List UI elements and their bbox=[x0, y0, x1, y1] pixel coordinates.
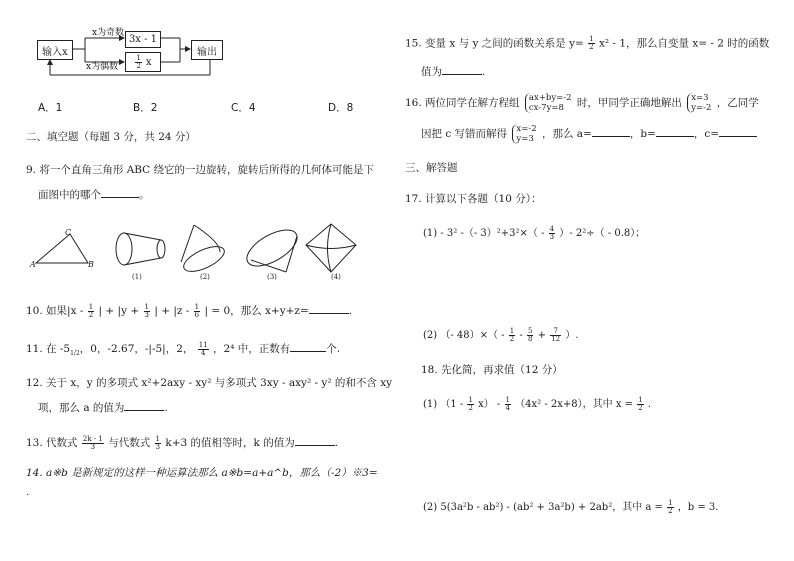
q9-answer-blank bbox=[101, 186, 139, 198]
q13: 13. 代数式 $\frac{2k - 1}{3}$ 与代数式 $\frac{1}{3}$ k+3 的值相等时，k 的值为 . bbox=[26, 434, 339, 451]
q17-item1-fraction: $\frac{4}{3}$ bbox=[549, 225, 555, 241]
q18-item1-fraction-2: $\frac{1}{4}$ bbox=[505, 396, 510, 412]
q9-fig-label-2: (2) bbox=[200, 273, 210, 281]
q13-fraction-1: $\frac{2k - 1}{3}$ bbox=[82, 434, 103, 451]
q9-label-c: C bbox=[65, 228, 72, 237]
q9-line2: 面图中的哪个 。 bbox=[38, 186, 150, 202]
q17-item1: (1) - 3² -（- 3）²+3²×（ - $\frac{4}{3}$ ）- 2²÷（ - 0.8）； bbox=[423, 225, 646, 241]
q18-title: 18. 先化简，再求值（12 分） bbox=[421, 364, 563, 376]
q17-title: 17. 计算以下各题（10 分）： bbox=[405, 193, 542, 205]
tilted-cone-icon bbox=[241, 223, 302, 274]
q12-line1: 12. 关于 x，y 的多项式 x²+2axy - xy² 与多项式 3xy - axy² - y² 的和不含 xy bbox=[26, 377, 393, 389]
section3-heading: 三、解答题 bbox=[405, 162, 458, 174]
q17-item2: (2) （- 48）×（ - $\frac{1}{2}$ - $\frac{5}{8}$ + $\frac{7}{12}$ ）. bbox=[423, 327, 579, 343]
q8-option-d: D．8 bbox=[328, 102, 354, 114]
q9-line2-text: 面图中的哪个 bbox=[38, 189, 101, 201]
q8-option-a: A．1 bbox=[38, 102, 63, 114]
flow-even-label: x为偶数 bbox=[86, 62, 119, 72]
q15-answer-blank bbox=[442, 63, 482, 75]
q16-blank-b bbox=[656, 125, 694, 137]
flow-even-box bbox=[125, 52, 161, 72]
flow-even-expr: x bbox=[145, 56, 152, 68]
q15-line1: 15. 变量 x 与 y 之间的函数关系是 y= $\frac{1}{2}$ x² - 1，那么自变量 x= - 2 时的函数 bbox=[405, 35, 770, 51]
q18-item1-fraction-3: $\frac{1}{2}$ bbox=[638, 396, 643, 412]
q12-line2: 项，那么 a 的值为 . bbox=[38, 399, 168, 415]
flow-odd-box bbox=[125, 31, 161, 48]
q16-wrong-solution-brace: x=-2 y=3 bbox=[512, 124, 536, 144]
q13-fraction-2: $\frac{1}{3}$ bbox=[155, 434, 161, 451]
q13-answer-blank bbox=[295, 434, 335, 446]
q12-answer-blank bbox=[124, 399, 164, 411]
cone-icon bbox=[180, 225, 227, 276]
q18-item1-fraction-1: $\frac{1}{2}$ bbox=[468, 396, 473, 412]
q14-line2: . bbox=[26, 486, 30, 498]
q8-option-b: B．2 bbox=[133, 102, 158, 114]
q18-item2-fraction: $\frac{1}{2}$ bbox=[668, 499, 673, 515]
q14-line1: 14. a※b 是新规定的这样一种运算法那么 a※b=a+a^b，那么（-2）※3= bbox=[26, 467, 378, 479]
q10-fraction-3: $\frac{1}{6}$ bbox=[194, 302, 200, 319]
q16-correct-solution-brace: x=3 y=-2 bbox=[687, 93, 711, 113]
q16-blank-a bbox=[592, 125, 630, 137]
q15-fraction: $\frac{1}{2}$ bbox=[589, 35, 594, 51]
q10-fraction-2: $\frac{1}{3}$ bbox=[144, 302, 149, 319]
q9-figures bbox=[26, 222, 366, 282]
q16-blank-c bbox=[719, 125, 757, 137]
q8-option-c: C．4 bbox=[231, 102, 256, 114]
q9-fig-label-1: (1) bbox=[132, 273, 142, 281]
double-cone-icon bbox=[306, 224, 356, 272]
q11-fraction: $\frac{11}{4}$ bbox=[198, 340, 208, 357]
flow-odd-label: x为奇数 bbox=[92, 28, 125, 38]
q10-answer-blank bbox=[309, 302, 349, 314]
q11-answer-blank bbox=[290, 340, 326, 352]
q16-line2: 因把 c 写错而解得 x=-2 y=3 ，那么 a= ，b= ，c= bbox=[421, 124, 757, 144]
q10: 10. 如果|x - $\frac{1}{2}$ | + |y + $\frac{1}{3}$ | + |z - $\frac{1}{6}$ | = 0，那么 x+y+z= . bbox=[26, 302, 353, 319]
q18-item1: (1) （1 - $\frac{1}{2}$ x） - $\frac{1}{4}$ （4x² - 2x+8），其中 x = $\frac{1}{2}$ . bbox=[423, 396, 652, 412]
q9-label-a: A bbox=[30, 260, 36, 269]
q9-fig-label-3: (3) bbox=[267, 273, 277, 281]
flow-output-box bbox=[191, 40, 223, 60]
q16-system-brace: ax+by=-2 cx-7y=8 bbox=[525, 93, 572, 113]
q17-item2-fraction-1: $\frac{1}{2}$ bbox=[509, 327, 515, 343]
flow-output-label: 输出 bbox=[197, 46, 217, 58]
q17-item2-fraction-2: $\frac{5}{8}$ bbox=[527, 327, 533, 343]
section2-heading: 二、填空题（每题 3 分，共 24 分） bbox=[26, 131, 196, 143]
q17-item2-fraction-3: $\frac{7}{12}$ bbox=[551, 327, 561, 343]
q11: 11. 在 $-5_{1/2}$，0，-2.67，-|-5|，2， $\frac{11}{4}$ ，2⁴ 中，正数有 个. bbox=[26, 340, 341, 358]
q10-fraction-1: $\frac{1}{2}$ bbox=[88, 302, 94, 319]
triangle-abc-icon bbox=[36, 234, 88, 263]
flow-even-fraction: $\frac{1}{2}$ bbox=[136, 53, 141, 70]
flow-odd-expr: 3x - 1 bbox=[128, 34, 158, 45]
q15-line2: 值为 . bbox=[421, 63, 485, 79]
flow-input-label: 输入x bbox=[42, 46, 68, 58]
q9-fig-label-4: (4) bbox=[331, 273, 341, 281]
q16-line1: 16. 两位同学在解方程组 ax+by=-2 cx-7y=8 时，甲同学正确地解出 x=3 y=-2 ，乙同学 bbox=[405, 93, 759, 113]
q18-item2: (2) 5(3a²b - ab²) - (ab² + 3a²b) + 2ab²，其中 a = $\frac{1}{2}$ ，b = 3. bbox=[423, 499, 719, 515]
q9-label-b: B bbox=[88, 260, 94, 269]
q9-line1: 9. 将一个直角三角形 ABC 绕它的一边旋转，旋转后所得的几何体可能是下 bbox=[26, 164, 375, 176]
flow-input-box bbox=[37, 40, 73, 60]
frustum-icon bbox=[116, 233, 165, 265]
